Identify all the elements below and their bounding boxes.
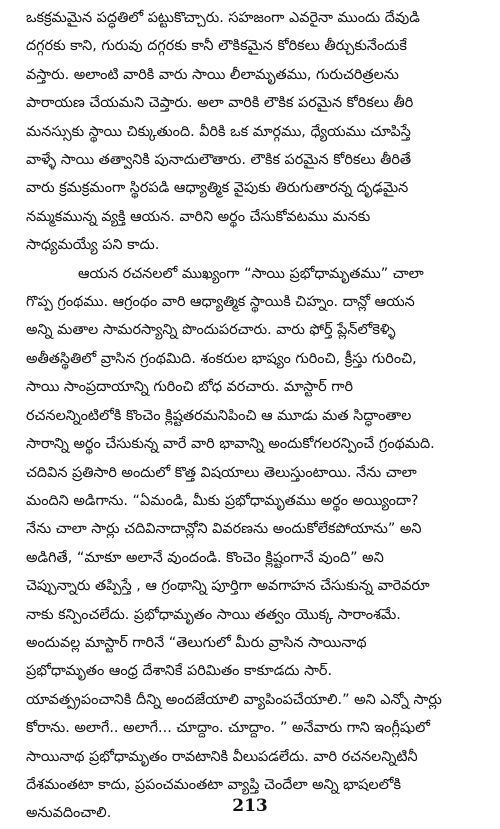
text-line: కోరాను. అలాగే.. అలాగే... చూద్దాం. చూద్దాం. ” అనేవారు గాని ఇంగ్లీషులో: [26, 720, 430, 737]
text-line: చెప్పున్నారు తప్పిస్తే , ఆ గ్రంథాన్ని పూర్తిగా అవగాహన చేసుకున్న వారెవరూ: [26, 578, 430, 595]
text-line: దేశమంతటా కాదు, ప్రపంచమంతటా వ్యాప్తి చెందేలా అన్ని భాషలలోకి: [26, 776, 402, 793]
text-line: రచనలన్నింటిలోకి కొంచెం క్లిష్టతరమనిపించి ఆ మూడు మత సిద్ధాంతాల: [26, 407, 412, 424]
text-line: సాధ్యమయ్యే పని కాదు.: [26, 237, 160, 254]
text-line: మందిని అడిగాను. “ఏమండి, మీకు ప్రభోధామృతము అర్థం అయ్యిందా?: [26, 492, 419, 509]
text-line: మనస్సుకు స్థాయి చిక్కుతుంది. వీరికి ఒక మార్గము, ధ్యేయము చూపిస్తే: [26, 123, 411, 140]
text-line: పారాయణ చేయమని చెప్తారు. అలా వారికి లౌకిక పరమైన కోరికలు తీరి: [26, 95, 414, 112]
text-line: గొప్ప గ్రంథము. ఆగ్రంథం వారి ఆధ్యాత్మిక స్థాయికి చిహ్నం. దాన్లో ఆయన: [26, 294, 415, 311]
page-number: 213: [232, 796, 268, 816]
text-line: నేను చాలా సార్లు చదివినాదాన్లోని వివరణను అందుకోలేకపోయాను” అని: [26, 521, 422, 538]
text-line: ప్రభోధామృతం ఆంధ్ర దేశానికే పరిమితం కాకూడదు సార్.: [26, 663, 333, 680]
text-line: ఆయన రచనలలో ముఖ్యంగా “సాయి ప్రభోధామృతము” చాలా: [78, 265, 424, 282]
text-line: దగ్గరకు కాని, గురువు దగ్గరకు కానీ లౌకికమైన కోరికలు తీర్చుకునేందుకే: [26, 38, 407, 55]
text-line: వస్తారు. అలాంటి వారికి వారు సాయి లీలామృతము, గురుచరిత్రలను: [26, 66, 399, 83]
text-line: యావత్ప్రపంచానికి దీన్ని అందజేయాలి వ్యాపింపచేయాలి.” అని ఎన్నో సార్లు: [26, 691, 442, 708]
text-line: ఒకక్రమమైన పద్ధతిలో పట్టుకొచ్చారు. సహజంగా ఎవరైనా ముందు దేవుడి: [26, 10, 420, 26]
text-line: సాయినాథ ప్రభోధామృతం రావటానికి వీలుపడలేదు. వారి రచనలన్నిటినీ: [26, 748, 418, 765]
text-line: అందువల్ల మాస్టార్ గారినే “తెలుగులో మీరు వ్రాసిన సాయినాథ: [26, 634, 367, 651]
text-line: వాళ్ళే సాయి తత్వానికి పునాదులౌతారు. లౌకిక పరమైన కోరికలు తీరితే: [26, 152, 412, 169]
text-line: సాయి సాంప్రదాయాన్ని గురించి బోధ వరచారు. మాస్టార్ గారి: [26, 379, 354, 396]
text-line: అడిగితే, “మాకూ అలానే వుందండి. కొంచెం క్లిష్టంగానే వుంది” అని: [26, 549, 384, 566]
text-line: సారాన్ని అర్థం చేసుకున్న వారే వారి భావాన్ని అందుకోగలరన్పించే గ్రంథమది.: [26, 436, 435, 453]
text-line: అనువదించాలి.: [26, 805, 112, 822]
text-line: నమ్మకమున్న వ్యక్తి ఆయన. వారిని అర్థం చేసుకోవటము మనకు: [26, 208, 371, 225]
paragraph-1: [26, 4, 488, 260]
text-line: అతీతస్థితిలో వ్రాసిన గ్రంథమిది. శంకరుల భాష్యం గురించి, క్రీస్తు గురించి,: [26, 350, 417, 367]
text-line: వారు క్రమక్రమంగా స్థిరపడి ఆధ్యాత్మిక వైపుకు తిరుగుతారన్న దృఢమైన: [26, 180, 409, 197]
paragraph-2: [26, 260, 488, 828]
text-line: నాకు కన్పించలేదు. ప్రభోధామృతం సాయి తత్వం యొక్క సారాంశమే.: [26, 606, 401, 623]
text-line: అన్ని మతాల సామరస్యాన్ని పొందుపరచారు. వారు ఫోర్త్ ప్లేన్‌లోకెళ్ళి: [26, 322, 396, 339]
text-line: చదివిన ప్రతిసారి అందులో కొత్త విషయాలు తెలుస్తుంటాయి. నేను చాలా: [26, 464, 417, 481]
